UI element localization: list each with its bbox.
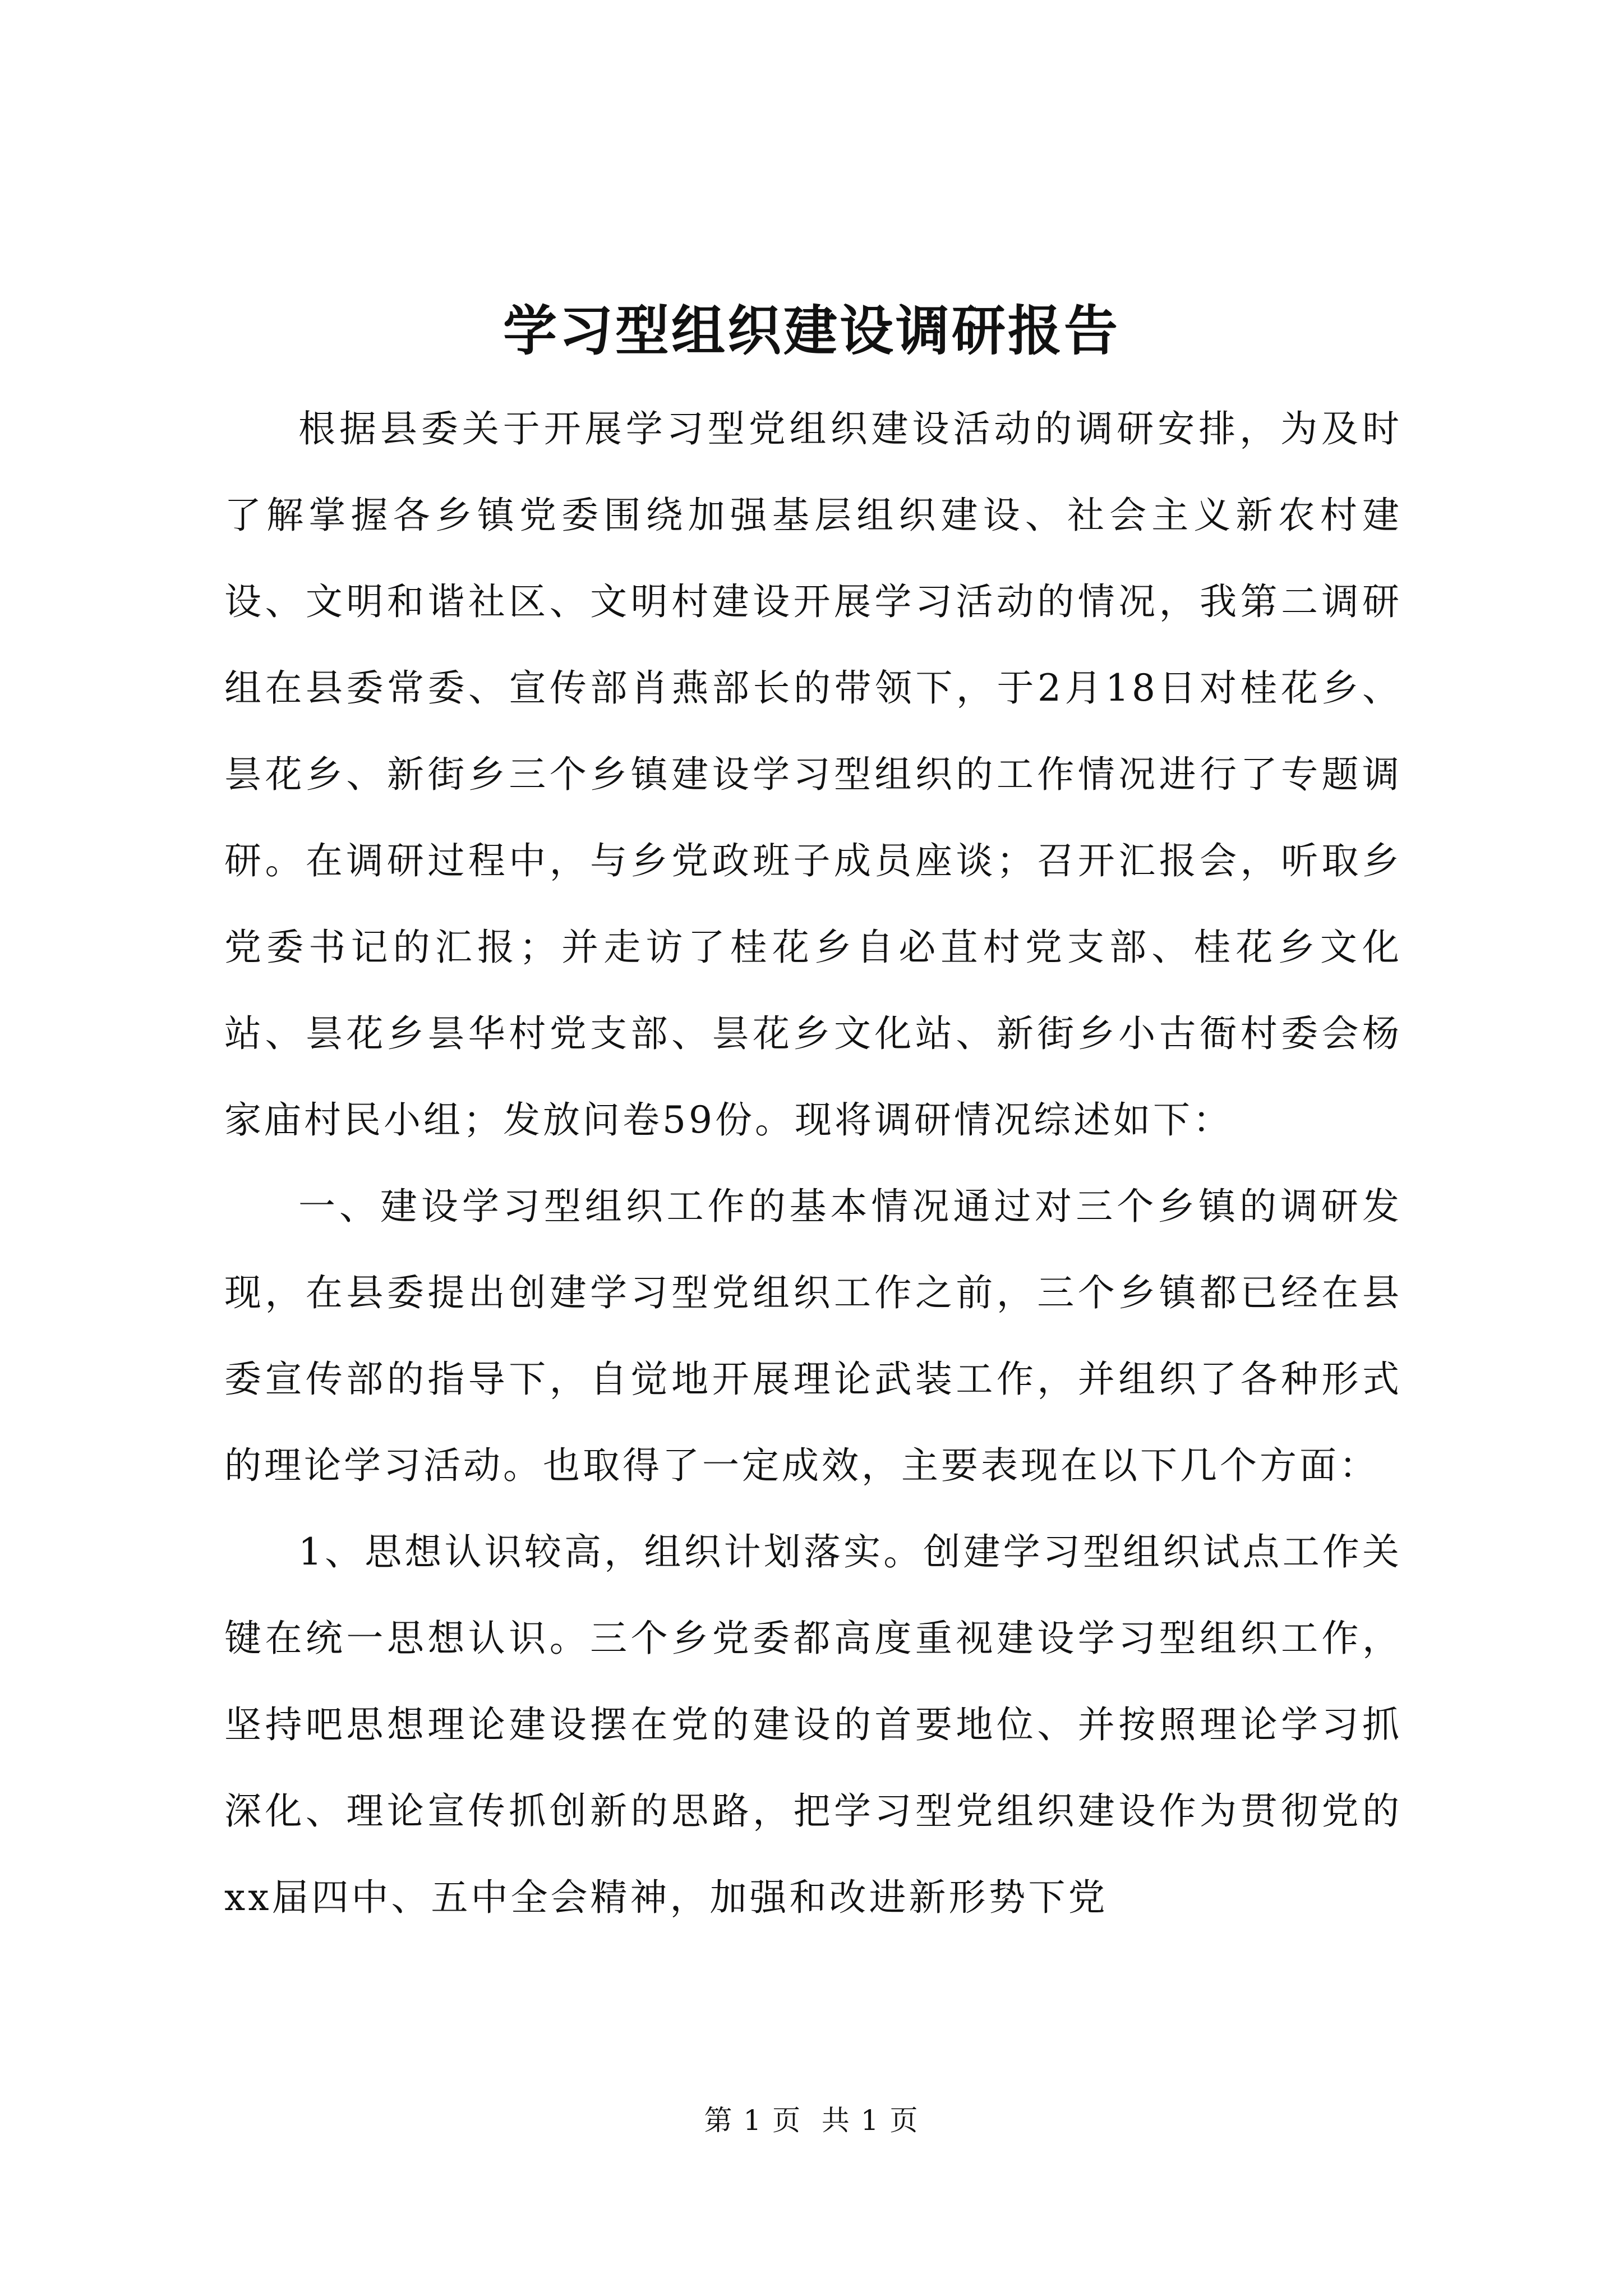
page-footer: 第 1 页 共 1 页	[704, 2104, 919, 2137]
document-title: 学习型组织建设调研报告	[503, 299, 1120, 362]
paragraph-item-one: 1、思想认识较高，组织计划落实。创建学习型组织试点工作关键在统一思想认识。三个乡党委都高度重视建设学习型组织工作，坚持吧思想理论建设摆在党的建设的首要地位、并按照理论学习抓深化、理论宣传抓创新的思路，把学习型党组织建设作为贯彻党的xx届四中、五中全会精神，加强和改进新形势下党	[224, 1530, 1402, 1919]
document-body	[224, 386, 1402, 1941]
paragraph-intro: 根据县委关于开展学习型党组织建设活动的调研安排，为及时了解掌握各乡镇党委围绕加强基层组织建设、社会主义新农村建设、文明和谐社区、文明村建设开展学习活动的情况，我第二调研组在县委常委、宣传部肖燕部长的带领下，于2月18日对桂花乡、昙花乡、新街乡三个乡镇建设学习型组织的工作情况进行了专题调研。在调研过程中，与乡党政班子成员座谈；召开汇报会，听取乡党委书记的汇报；并走访了桂花乡自必苴村党支部、桂花乡文化站、昙花乡昙华村党支部、昙花乡文化站、新街乡小古衙村委会杨家庙村民小组；发放问卷59份。现将调研情况综述如下：	[224, 407, 1402, 1142]
paragraph-section-one: 一、建设学习型组织工作的基本情况通过对三个乡镇的调研发现，在县委提出创建学习型党组织工作之前，三个乡镇都已经在县委宣传部的指导下，自觉地开展理论武装工作，并组织了各种形式的理论学习活动。也取得了一定成效，主要表现在以下几个方面：	[224, 1185, 1402, 1487]
